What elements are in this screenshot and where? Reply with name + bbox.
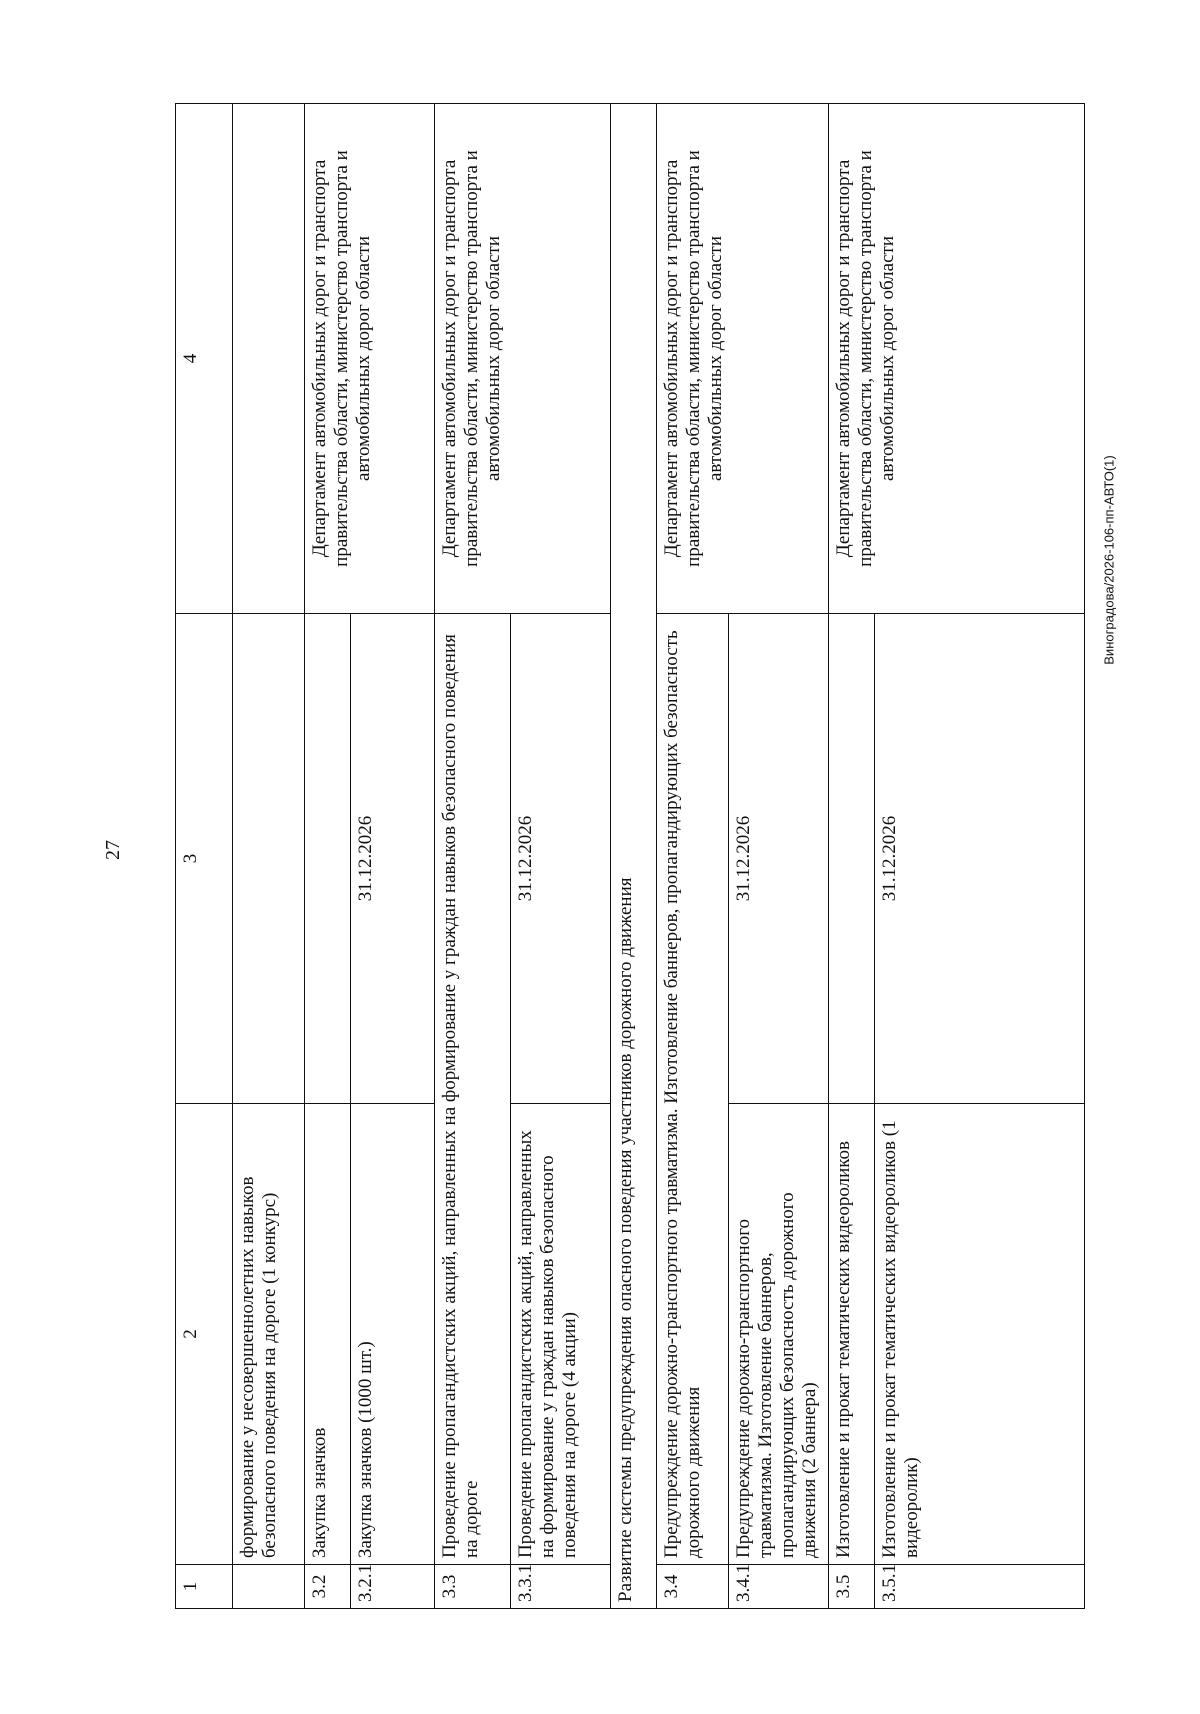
row-number: 3.4.1 (729, 1565, 829, 1609)
responsible-cell: Департамент автомобильных дорог и транспорта правительства области, министерство транспорта и автомобильных дорог области (435, 104, 611, 614)
header-cell: 2 (176, 1104, 233, 1565)
row-text: Предупреждение дорожно-транспортного травматизма. Изготовление баннеров, пропагандирующих безопасность дорожного движения (2 баннера) (729, 1104, 829, 1565)
row-text: Изготовление и прокат тематических видеороликов (1 видеоролик) (875, 1104, 1085, 1565)
row-date: 31.12.2026 (729, 614, 829, 1104)
responsible-cell: Департамент автомобильных дорог и транспорта правительства области, министерство транспорта и автомобильных дорог области (305, 104, 435, 614)
footer-text: Виноградова/2026-106-пп-АВТО(1) (1101, 455, 1117, 665)
row-number: 3.2 (305, 1565, 351, 1609)
row-text: Проведение пропагандистских акций, направленных на формирование у граждан навыков безопасного поведения на дороге (4 акции) (511, 1104, 611, 1565)
table-row (305, 104, 351, 1609)
rotated-table-container (175, 104, 1085, 1609)
row-text: Изготовление и прокат тематических видеороликов (829, 1104, 875, 1565)
row-date: 31.12.2026 (511, 614, 611, 1104)
row-number: 3.2.1 (351, 1565, 435, 1609)
header-row (176, 104, 233, 1609)
table-row (829, 104, 875, 1609)
row-date: 31.12.2026 (875, 614, 1085, 1104)
row-number: 3.4 (657, 1565, 729, 1609)
row-text: Проведение пропагандистских акций, направленных на формирование у граждан навыков безопасного поведения на дороге (435, 614, 511, 1565)
row-text: формирование у несовершеннолетних навыков безопасного поведения на дороге (1 конкурс) (233, 1104, 305, 1565)
row-text: Предупреждение дорожно-транспортного травматизма. Изготовление баннеров, пропагандирующих безопасность дорожного движения (657, 614, 729, 1565)
activities-table (175, 103, 1085, 1609)
table-row (657, 104, 729, 1609)
table-row (435, 104, 511, 1609)
row-number: 3.5 (829, 1565, 875, 1609)
row-text: Закупка значков (1000 шт.) (351, 1104, 435, 1565)
page-number: 27 (102, 840, 124, 860)
section-row (611, 104, 657, 1609)
row-number: 3.3.1 (511, 1565, 611, 1609)
responsible-cell: Департамент автомобильных дорог и транспорта правительства области, министерство транспорта и автомобильных дорог области (657, 104, 829, 614)
header-cell: 1 (176, 1565, 233, 1609)
row-number: 3.5.1 (875, 1565, 1085, 1609)
section-text: Развитие системы предупреждения опасного поведения участников дорожного движения (611, 104, 657, 1609)
header-cell: 3 (176, 614, 233, 1104)
row-text: Закупка значков (305, 1104, 351, 1565)
responsible-cell: Департамент автомобильных дорог и транспорта правительства области, министерство транспорта и автомобильных дорог области (829, 104, 1085, 614)
header-cell: 4 (176, 104, 233, 614)
row-date: 31.12.2026 (351, 614, 435, 1104)
row-number: 3.3 (435, 1565, 511, 1609)
table-row (233, 104, 305, 1609)
